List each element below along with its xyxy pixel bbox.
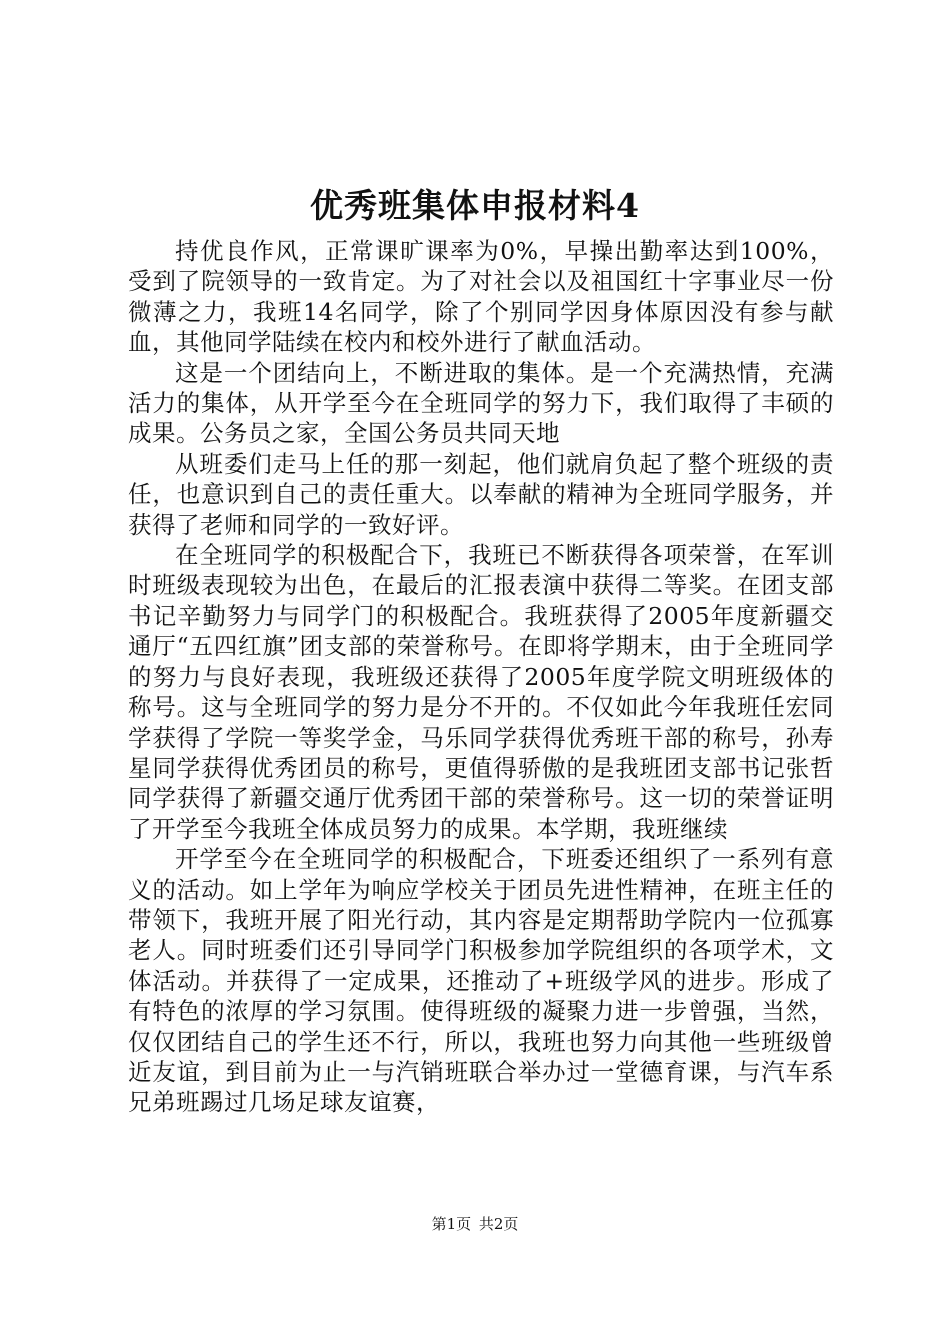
- paragraph-1: 持优良作风，正常课旷课率为0%，早操出勤率达到100%，受到了院领导的一致肯定。为了对社会以及祖国红十字事业尽一份微薄之力，我班14名同学，除了个别同学因身体原因没有参与献血，其他同学陆续在校内和校外进行了献血活动。: [128, 237, 834, 357]
- document-body: [128, 236, 834, 1118]
- paragraph-4: 在全班同学的积极配合下，我班已不断获得各项荣誉，在军训时班级表现较为出色，在最后的汇报表演中获得二等奖。在团支部书记辛勤努力与同学门的积极配合。我班获得了2005年度新疆交通厅“五四红旗”团支部的荣誉称号。在即将学期末，由于全班同学的努力与良好表现，我班级还获得了2005年度学院文明班级体的称号。这与全班同学的努力是分不开的。不仅如此今年我班任宏同学获得了学院一等奖学金，马乐同学获得优秀班干部的称号，孙寿星同学获得优秀团员的称号，更值得骄傲的是我班团支部书记张哲同学获得了新疆交通厅优秀团干部的荣誉称号。这一切的荣誉证明了开学至今我班全体成员努力的成果。本学期，我班继续: [128, 541, 834, 843]
- paragraph-3: 从班委们走马上任的那一刻起，他们就肩负起了整个班级的责任，也意识到自己的责任重大。以奉献的精神为全班同学服务，并获得了老师和同学的一致好评。: [128, 449, 834, 539]
- page-number-footer: 第1页 共2页: [431, 1215, 519, 1233]
- paragraph-2: 这是一个团结向上，不断进取的集体。是一个充满热情，充满活力的集体，从开学至今在全班同学的努力下，我们取得了丰硕的成果。公务员之家，全国公务员共同天地: [128, 358, 834, 448]
- paragraph-5: 开学至今在全班同学的积极配合，下班委还组织了一系列有意义的活动。如上学年为响应学校关于团员先进性精神，在班主任的带领下，我班开展了阳光行动，其内容是定期帮助学院内一位孤寡老人。同时班委们还引导同学门积极参加学院组织的各项学术，文体活动。并获得了一定成果，还推动了+班级学风的进步。形成了有特色的浓厚的学习氛围。使得班级的凝聚力进一步曾强，当然，仅仅团结自己的学生还不行，所以，我班也努力向其他一些班级曾近友谊，到目前为止一与汽销班联合举办过一堂德育课，与汽车系兄弟班踢过几场足球友谊赛，: [128, 845, 834, 1117]
- document-title: 优秀班集体申报材料4: [310, 186, 640, 225]
